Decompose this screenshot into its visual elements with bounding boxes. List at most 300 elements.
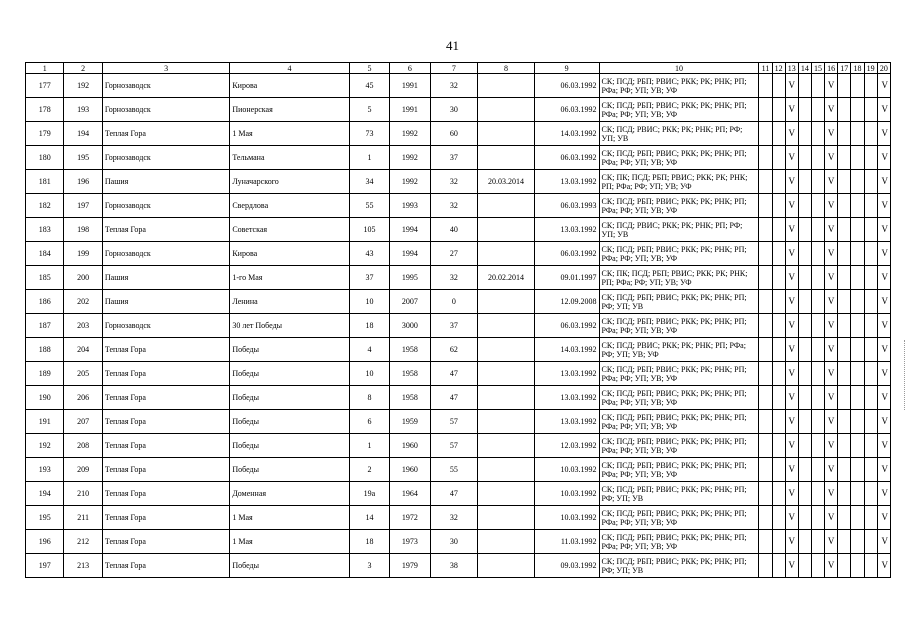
table-cell-col-20: V xyxy=(877,314,890,338)
table-cell-col-1: 196 xyxy=(26,530,64,554)
table-cell-col-7: 40 xyxy=(430,218,478,242)
table-cell-col-14 xyxy=(798,506,811,530)
table-cell-col-17 xyxy=(838,386,851,410)
table-cell-col-14 xyxy=(798,434,811,458)
table-cell-col-3: Пашия xyxy=(102,266,229,290)
table-cell-col-9: 10.03.1992 xyxy=(534,458,599,482)
table-cell-col-8: 20.03.2014 xyxy=(478,170,535,194)
table-cell-col-1: 184 xyxy=(26,242,64,266)
table-row xyxy=(26,554,891,578)
table-cell-col-2: 198 xyxy=(64,218,102,242)
table-cell-col-15 xyxy=(811,194,824,218)
table-cell-col-15 xyxy=(811,242,824,266)
table-cell-col-15 xyxy=(811,482,824,506)
table-cell-col-10: СК; ПСД; РВИС; РКК; РК; РНК; РП; РФ; УП; УВ xyxy=(599,218,759,242)
table-cell-col-14 xyxy=(798,314,811,338)
table-cell-col-10: СК; ПСД; РБП; РВИС; РКК; РК; РНК; РП; РФа; РФ; УП; УВ; УФ xyxy=(599,242,759,266)
table-cell-col-18 xyxy=(851,482,864,506)
table-row xyxy=(26,506,891,530)
table-cell-col-12 xyxy=(772,314,785,338)
table-row xyxy=(26,434,891,458)
table-cell-col-14 xyxy=(798,482,811,506)
table-cell-col-7: 30 xyxy=(430,530,478,554)
table-cell-col-7: 47 xyxy=(430,362,478,386)
table-cell-col-12 xyxy=(772,386,785,410)
table-cell-col-6: 1960 xyxy=(390,458,430,482)
table-cell-col-15 xyxy=(811,290,824,314)
table-cell-col-5: 43 xyxy=(349,242,389,266)
table-row xyxy=(26,74,891,98)
table-cell-col-15 xyxy=(811,314,824,338)
table-cell-col-11 xyxy=(759,194,772,218)
table-cell-col-16: V xyxy=(825,482,838,506)
table-cell-col-12 xyxy=(772,122,785,146)
table-cell-col-18 xyxy=(851,554,864,578)
table-cell-col-10: СК; ПСД; РБП; РВИС; РКК; РК; РНК; РП; РФа; РФ; УП; УВ; УФ xyxy=(599,74,759,98)
table-cell-col-1: 177 xyxy=(26,74,64,98)
table-cell-col-4: Кирова xyxy=(230,74,349,98)
table-cell-col-13: V xyxy=(785,290,798,314)
table-cell-col-8 xyxy=(478,482,535,506)
table-cell-col-16: V xyxy=(825,410,838,434)
table-cell-col-3: Теплая Гора xyxy=(102,482,229,506)
table-cell-col-3: Горнозаводск xyxy=(102,98,229,122)
table-cell-col-13: V xyxy=(785,458,798,482)
table-cell-col-14 xyxy=(798,530,811,554)
table-cell-col-13: V xyxy=(785,170,798,194)
table-cell-col-7: 57 xyxy=(430,410,478,434)
table-cell-col-18 xyxy=(851,146,864,170)
table-cell-col-15 xyxy=(811,170,824,194)
table-cell-col-8 xyxy=(478,554,535,578)
table-cell-col-13: V xyxy=(785,74,798,98)
table-cell-col-11 xyxy=(759,122,772,146)
table-row xyxy=(26,266,891,290)
table-cell-col-19 xyxy=(864,194,877,218)
table-cell-col-14 xyxy=(798,98,811,122)
table-cell-col-2: 193 xyxy=(64,98,102,122)
table-cell-col-17 xyxy=(838,242,851,266)
table-cell-col-9: 11.03.1992 xyxy=(534,530,599,554)
table-cell-col-2: 202 xyxy=(64,290,102,314)
column-header-11: 11 xyxy=(759,63,772,74)
table-cell-col-5: 1 xyxy=(349,146,389,170)
table-cell-col-7: 60 xyxy=(430,122,478,146)
table-cell-col-11 xyxy=(759,506,772,530)
page-number: 41 xyxy=(446,38,459,53)
table-row xyxy=(26,362,891,386)
table-cell-col-14 xyxy=(798,410,811,434)
table-cell-col-9: 13.03.1992 xyxy=(534,218,599,242)
table-cell-col-8 xyxy=(478,194,535,218)
table-cell-col-20: V xyxy=(877,434,890,458)
table-row xyxy=(26,194,891,218)
table-cell-col-4: 1 Мая xyxy=(230,530,349,554)
table-cell-col-6: 1959 xyxy=(390,410,430,434)
table-cell-col-9: 13.03.1992 xyxy=(534,170,599,194)
table-cell-col-5: 73 xyxy=(349,122,389,146)
table-cell-col-8 xyxy=(478,506,535,530)
table-body xyxy=(26,74,891,578)
table-row xyxy=(26,482,891,506)
table-cell-col-6: 1960 xyxy=(390,434,430,458)
table-cell-col-2: 211 xyxy=(64,506,102,530)
table-cell-col-19 xyxy=(864,218,877,242)
table-cell-col-7: 37 xyxy=(430,146,478,170)
table-cell-col-9: 06.03.1992 xyxy=(534,314,599,338)
table-cell-col-20: V xyxy=(877,386,890,410)
table-cell-col-20: V xyxy=(877,530,890,554)
table-cell-col-2: 204 xyxy=(64,338,102,362)
table-cell-col-19 xyxy=(864,482,877,506)
table-cell-col-12 xyxy=(772,194,785,218)
table-cell-col-10: СК; ПСД; РБП; РВИС; РКК; РК; РНК; РП; РФ; УП; УВ xyxy=(599,482,759,506)
table-cell-col-16: V xyxy=(825,146,838,170)
table-cell-col-11 xyxy=(759,266,772,290)
table-cell-col-4: Луначарского xyxy=(230,170,349,194)
table-cell-col-6: 3000 xyxy=(390,314,430,338)
table-cell-col-12 xyxy=(772,506,785,530)
table-cell-col-11 xyxy=(759,314,772,338)
table-cell-col-7: 32 xyxy=(430,194,478,218)
table-cell-col-17 xyxy=(838,458,851,482)
table-cell-col-2: 192 xyxy=(64,74,102,98)
table-cell-col-11 xyxy=(759,482,772,506)
table-cell-col-20: V xyxy=(877,338,890,362)
column-header-6: 6 xyxy=(390,63,430,74)
table-cell-col-12 xyxy=(772,530,785,554)
table-row xyxy=(26,530,891,554)
table-cell-col-5: 10 xyxy=(349,362,389,386)
table-cell-col-17 xyxy=(838,482,851,506)
table-cell-col-12 xyxy=(772,242,785,266)
table-cell-col-9: 10.03.1992 xyxy=(534,482,599,506)
table-cell-col-13: V xyxy=(785,482,798,506)
table-cell-col-3: Пашия xyxy=(102,170,229,194)
table-cell-col-1: 195 xyxy=(26,506,64,530)
table-cell-col-17 xyxy=(838,530,851,554)
table-cell-col-4: Советская xyxy=(230,218,349,242)
table-cell-col-9: 14.03.1992 xyxy=(534,338,599,362)
table-cell-col-10: СК; ПСД; РБП; РВИС; РКК; РК; РНК; РП; РФа; РФ; УП; УВ; УФ xyxy=(599,434,759,458)
table-cell-col-8 xyxy=(478,314,535,338)
table-cell-col-7: 38 xyxy=(430,554,478,578)
table-cell-col-5: 4 xyxy=(349,338,389,362)
table-cell-col-11 xyxy=(759,434,772,458)
table-cell-col-14 xyxy=(798,266,811,290)
table-cell-col-2: 200 xyxy=(64,266,102,290)
table-cell-col-18 xyxy=(851,458,864,482)
table-cell-col-8 xyxy=(478,338,535,362)
table-cell-col-11 xyxy=(759,410,772,434)
table-cell-col-7: 32 xyxy=(430,506,478,530)
table-cell-col-10: СК; ПСД; РБП; РВИС; РКК; РК; РНК; РП; РФа; РФ; УП; УВ; УФ xyxy=(599,314,759,338)
table-cell-col-17 xyxy=(838,194,851,218)
table-cell-col-6: 1994 xyxy=(390,218,430,242)
table-cell-col-3: Теплая Гора xyxy=(102,338,229,362)
table-cell-col-2: 197 xyxy=(64,194,102,218)
table-cell-col-1: 191 xyxy=(26,410,64,434)
table-cell-col-10: СК; ПСД; РБП; РВИС; РКК; РК; РНК; РП; РФа; РФ; УП; УВ; УФ xyxy=(599,386,759,410)
table-cell-col-19 xyxy=(864,338,877,362)
table-cell-col-20: V xyxy=(877,410,890,434)
table-cell-col-19 xyxy=(864,458,877,482)
table-cell-col-11 xyxy=(759,554,772,578)
table-cell-col-11 xyxy=(759,98,772,122)
table-cell-col-10: СК; ПСД; РБП; РВИС; РКК; РК; РНК; РП; РФ; УП; УВ xyxy=(599,554,759,578)
table-cell-col-6: 1958 xyxy=(390,338,430,362)
column-header-1: 1 xyxy=(26,63,64,74)
table-cell-col-5: 8 xyxy=(349,386,389,410)
table-cell-col-9: 06.03.1992 xyxy=(534,146,599,170)
table-cell-col-17 xyxy=(838,362,851,386)
table-cell-col-15 xyxy=(811,434,824,458)
table-cell-col-16: V xyxy=(825,506,838,530)
table-cell-col-6: 2007 xyxy=(390,290,430,314)
table-cell-col-13: V xyxy=(785,362,798,386)
table-cell-col-8 xyxy=(478,242,535,266)
table-cell-col-5: 3 xyxy=(349,554,389,578)
column-header-20: 20 xyxy=(877,63,890,74)
table-cell-col-17 xyxy=(838,314,851,338)
table-cell-col-17 xyxy=(838,122,851,146)
table-cell-col-13: V xyxy=(785,506,798,530)
table-cell-col-18 xyxy=(851,530,864,554)
table-cell-col-1: 181 xyxy=(26,170,64,194)
table-cell-col-3: Теплая Гора xyxy=(102,434,229,458)
table-cell-col-17 xyxy=(838,218,851,242)
table-cell-col-4: Победы xyxy=(230,362,349,386)
table-cell-col-7: 55 xyxy=(430,458,478,482)
table-cell-col-16: V xyxy=(825,554,838,578)
table-cell-col-20: V xyxy=(877,170,890,194)
table-cell-col-15 xyxy=(811,218,824,242)
table-cell-col-10: СК; ПК; ПСД; РБП; РВИС; РКК; РК; РНК; РП; РФа; РФ; УП; УВ; УФ xyxy=(599,266,759,290)
table-cell-col-12 xyxy=(772,218,785,242)
table-cell-col-6: 1992 xyxy=(390,170,430,194)
table-cell-col-1: 187 xyxy=(26,314,64,338)
table-cell-col-16: V xyxy=(825,530,838,554)
table-cell-col-14 xyxy=(798,122,811,146)
table-cell-col-4: 30 лет Победы xyxy=(230,314,349,338)
table-cell-col-20: V xyxy=(877,98,890,122)
table-cell-col-4: Ленина xyxy=(230,290,349,314)
table-cell-col-1: 178 xyxy=(26,98,64,122)
table-cell-col-11 xyxy=(759,362,772,386)
table-cell-col-12 xyxy=(772,410,785,434)
table-cell-col-8 xyxy=(478,146,535,170)
table-row xyxy=(26,338,891,362)
table-cell-col-19 xyxy=(864,266,877,290)
table-cell-col-17 xyxy=(838,74,851,98)
table-cell-col-10: СК; ПК; ПСД; РБП; РВИС; РКК; РК; РНК; РП; РФа; РФ; УП; УВ; УФ xyxy=(599,170,759,194)
table-cell-col-15 xyxy=(811,530,824,554)
table-cell-col-12 xyxy=(772,458,785,482)
table-cell-col-10: СК; ПСД; РБП; РВИС; РКК; РК; РНК; РП; РФа; РФ; УП; УВ; УФ xyxy=(599,530,759,554)
table-cell-col-1: 180 xyxy=(26,146,64,170)
table-cell-col-15 xyxy=(811,386,824,410)
table-cell-col-8 xyxy=(478,386,535,410)
table-cell-col-11 xyxy=(759,458,772,482)
table-cell-col-9: 10.03.1992 xyxy=(534,506,599,530)
table-cell-col-12 xyxy=(772,266,785,290)
table-row xyxy=(26,314,891,338)
table-cell-col-1: 192 xyxy=(26,434,64,458)
table-cell-col-19 xyxy=(864,314,877,338)
table-cell-col-3: Горнозаводск xyxy=(102,314,229,338)
table-cell-col-2: 205 xyxy=(64,362,102,386)
table-cell-col-19 xyxy=(864,290,877,314)
table-cell-col-5: 5 xyxy=(349,98,389,122)
table-row xyxy=(26,218,891,242)
table-cell-col-17 xyxy=(838,266,851,290)
table-cell-col-19 xyxy=(864,98,877,122)
table-cell-col-19 xyxy=(864,242,877,266)
table-cell-col-11 xyxy=(759,290,772,314)
table-cell-col-16: V xyxy=(825,74,838,98)
table-cell-col-15 xyxy=(811,362,824,386)
table-cell-col-18 xyxy=(851,170,864,194)
table-cell-col-16: V xyxy=(825,362,838,386)
table-cell-col-8 xyxy=(478,410,535,434)
table-cell-col-4: Кирова xyxy=(230,242,349,266)
table-cell-col-13: V xyxy=(785,98,798,122)
table-cell-col-10: СК; ПСД; РБП; РВИС; РКК; РК; РНК; РП; РФа; РФ; УП; УВ; УФ xyxy=(599,98,759,122)
table-cell-col-11 xyxy=(759,74,772,98)
table-cell-col-13: V xyxy=(785,554,798,578)
table-cell-col-18 xyxy=(851,386,864,410)
table-cell-col-2: 203 xyxy=(64,314,102,338)
table-cell-col-4: Победы xyxy=(230,458,349,482)
table-cell-col-2: 194 xyxy=(64,122,102,146)
table-cell-col-13: V xyxy=(785,410,798,434)
table-cell-col-20: V xyxy=(877,218,890,242)
table-cell-col-11 xyxy=(759,338,772,362)
table-cell-col-20: V xyxy=(877,146,890,170)
table-cell-col-7: 32 xyxy=(430,266,478,290)
table-cell-col-12 xyxy=(772,338,785,362)
table-cell-col-9: 14.03.1992 xyxy=(534,122,599,146)
table-cell-col-1: 197 xyxy=(26,554,64,578)
table-cell-col-2: 206 xyxy=(64,386,102,410)
table-cell-col-16: V xyxy=(825,122,838,146)
table-cell-col-15 xyxy=(811,554,824,578)
table-cell-col-14 xyxy=(798,242,811,266)
table-cell-col-3: Пашия xyxy=(102,290,229,314)
table-cell-col-2: 196 xyxy=(64,170,102,194)
table-cell-col-7: 62 xyxy=(430,338,478,362)
table-cell-col-14 xyxy=(798,74,811,98)
column-header-12: 12 xyxy=(772,63,785,74)
table-cell-col-7: 37 xyxy=(430,314,478,338)
table-cell-col-20: V xyxy=(877,122,890,146)
table-cell-col-2: 207 xyxy=(64,410,102,434)
table-cell-col-15 xyxy=(811,410,824,434)
table-cell-col-10: СК; ПСД; РБП; РВИС; РКК; РК; РНК; РП; РФа; РФ; УП; УВ; УФ xyxy=(599,506,759,530)
table-cell-col-19 xyxy=(864,74,877,98)
table-cell-col-16: V xyxy=(825,338,838,362)
table-cell-col-8 xyxy=(478,530,535,554)
table-cell-col-20: V xyxy=(877,458,890,482)
table-cell-col-1: 188 xyxy=(26,338,64,362)
table-cell-col-14 xyxy=(798,290,811,314)
table-cell-col-18 xyxy=(851,362,864,386)
table-cell-col-3: Горнозаводск xyxy=(102,146,229,170)
table-cell-col-20: V xyxy=(877,482,890,506)
table-cell-col-13: V xyxy=(785,530,798,554)
table-cell-col-3: Теплая Гора xyxy=(102,362,229,386)
column-header-13: 13 xyxy=(785,63,798,74)
table-cell-col-6: 1972 xyxy=(390,506,430,530)
table-cell-col-18 xyxy=(851,434,864,458)
table-cell-col-2: 210 xyxy=(64,482,102,506)
table-cell-col-6: 1979 xyxy=(390,554,430,578)
table-cell-col-4: Доменная xyxy=(230,482,349,506)
table-cell-col-6: 1995 xyxy=(390,266,430,290)
table-cell-col-2: 199 xyxy=(64,242,102,266)
table-cell-col-17 xyxy=(838,434,851,458)
table-cell-col-1: 189 xyxy=(26,362,64,386)
table-cell-col-18 xyxy=(851,242,864,266)
table-cell-col-1: 186 xyxy=(26,290,64,314)
table-cell-col-2: 195 xyxy=(64,146,102,170)
column-header-14: 14 xyxy=(798,63,811,74)
table-cell-col-14 xyxy=(798,338,811,362)
table-cell-col-6: 1973 xyxy=(390,530,430,554)
table-cell-col-3: Теплая Гора xyxy=(102,122,229,146)
table-cell-col-18 xyxy=(851,290,864,314)
table-cell-col-12 xyxy=(772,98,785,122)
table-cell-col-3: Теплая Гора xyxy=(102,554,229,578)
column-header-18: 18 xyxy=(851,63,864,74)
table-cell-col-12 xyxy=(772,146,785,170)
table-cell-col-18 xyxy=(851,194,864,218)
table-cell-col-19 xyxy=(864,530,877,554)
table-row xyxy=(26,98,891,122)
table-cell-col-19 xyxy=(864,410,877,434)
column-header-4: 4 xyxy=(230,63,349,74)
table-cell-col-18 xyxy=(851,98,864,122)
table-cell-col-13: V xyxy=(785,146,798,170)
table-cell-col-9: 13.03.1992 xyxy=(534,410,599,434)
table-cell-col-12 xyxy=(772,290,785,314)
table-cell-col-5: 18 xyxy=(349,314,389,338)
table-cell-col-16: V xyxy=(825,194,838,218)
column-header-8: 8 xyxy=(478,63,535,74)
table-cell-col-4: 1 Мая xyxy=(230,506,349,530)
table-cell-col-13: V xyxy=(785,218,798,242)
table-cell-col-1: 193 xyxy=(26,458,64,482)
table-cell-col-12 xyxy=(772,170,785,194)
table-cell-col-11 xyxy=(759,218,772,242)
table-cell-col-7: 32 xyxy=(430,170,478,194)
table-cell-col-16: V xyxy=(825,170,838,194)
table-cell-col-18 xyxy=(851,410,864,434)
table-row xyxy=(26,146,891,170)
table-cell-col-15 xyxy=(811,506,824,530)
table-cell-col-6: 1994 xyxy=(390,242,430,266)
table-cell-col-20: V xyxy=(877,290,890,314)
table-cell-col-13: V xyxy=(785,122,798,146)
table-cell-col-15 xyxy=(811,122,824,146)
table-cell-col-16: V xyxy=(825,386,838,410)
table-cell-col-5: 2 xyxy=(349,458,389,482)
table-cell-col-1: 190 xyxy=(26,386,64,410)
table-cell-col-7: 47 xyxy=(430,386,478,410)
table-cell-col-5: 34 xyxy=(349,170,389,194)
table-cell-col-16: V xyxy=(825,290,838,314)
table-cell-col-19 xyxy=(864,122,877,146)
